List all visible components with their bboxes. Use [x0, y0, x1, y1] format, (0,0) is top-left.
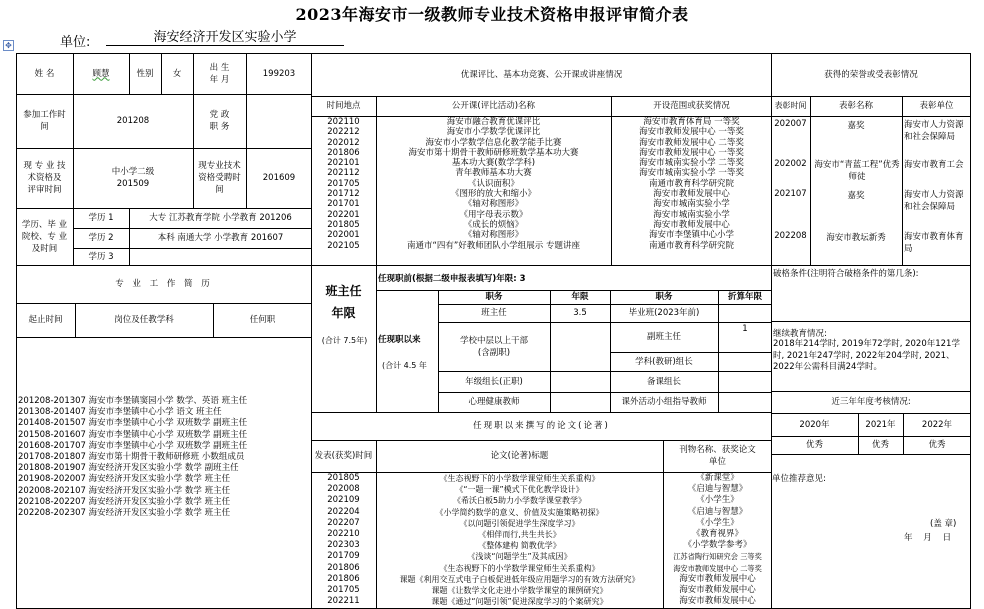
paper-title: 《生态视野下的小学数学课堂师生关系重构》: [439, 474, 600, 483]
assessment-year-2022: 2022年: [921, 419, 953, 430]
work-start-value: 201208: [116, 116, 150, 126]
paper-time: 201709: [327, 551, 360, 562]
years-mid-level-cadre: [550, 322, 610, 371]
lesson-name: 《成长的烦恼》: [463, 219, 524, 230]
lessons-header-time: 时间地点: [326, 101, 361, 111]
paper-journal: 海安市教师发展中心: [679, 585, 756, 596]
lesson-result: 海安市城南实验小学 二等奖: [639, 158, 744, 169]
paper-title: 课题《利用交互式电子白板促进低年级应用题学习的有效方法研究》: [399, 574, 640, 584]
unit-value: 海安经济开发区实验小学: [106, 31, 344, 46]
paper-journal: 江苏省陶行知研究会 三等奖: [673, 552, 762, 562]
work-history-entry: 201908-202007 海安经济开发区实验小学 数学 班主任: [18, 474, 231, 485]
document-title: 2023年海安市一级教师专业技术资格申报评审简介表: [295, 5, 689, 24]
lesson-time: 202112: [327, 168, 360, 179]
lesson-result: 海安市城南实验小学: [653, 199, 730, 210]
honors-header-name: 表彰名称: [838, 101, 873, 111]
honor-unit: 海安市人力资源和社会保障局: [904, 120, 964, 142]
papers-time-column: [311, 473, 376, 607]
paper-title: 课题《通过“问题引领”促进深度学习的个案研究》: [431, 597, 608, 607]
duty-lesson-prep-leader: 备课组长: [646, 376, 681, 387]
class-teacher-total: (合计 7.5年): [321, 336, 368, 345]
work-history-header-position: 岗位及任教学科: [114, 315, 174, 325]
work-history-entry: 201208-201307 海安市李堡镇窦园小学 数学、英语 班主任: [18, 396, 248, 406]
paper-title: 《小学简约数学的意义、价值及实施策略初探》: [435, 507, 604, 517]
paper-time: 201705: [327, 585, 360, 596]
duty-class-teacher: 班主任: [481, 308, 507, 318]
papers-title-column: [376, 473, 663, 607]
education-1-label: 学历 1: [88, 213, 114, 223]
education-3-label: 学历 3: [88, 251, 114, 262]
lesson-time: 202105: [327, 240, 360, 251]
gender-label: 性别: [136, 68, 154, 79]
lesson-time: 201712: [327, 189, 360, 200]
honors-header-time: 表彰时间: [774, 101, 807, 110]
paper-time: 202207: [327, 517, 360, 528]
assessment-result-2022: 优秀: [928, 440, 946, 450]
lesson-time: 202012: [327, 137, 360, 148]
exception-condition-label: 破格条件(注明符合破格条件的第几条):: [773, 269, 919, 279]
years-extracurricular: [718, 392, 772, 412]
paper-title: 《生态视野下的小学数学课堂师生关系重构》: [439, 563, 600, 573]
papers-title: 任现职以来撰写的论文(论著): [473, 421, 610, 431]
continuing-education-label: 继续教育情况:: [773, 329, 827, 339]
lesson-time: 201806: [327, 147, 360, 158]
lesson-time: 202101: [327, 158, 360, 169]
assessment-year-2020: 2020年: [799, 419, 830, 430]
lesson-time: 202212: [327, 127, 360, 138]
assessment-year-2021: 2021年: [865, 419, 896, 430]
class-teacher-label-line1: 班主任: [325, 284, 362, 298]
education-1-value: 大专 江苏教育学院 小学教育 201206: [149, 213, 292, 223]
paper-journal: 《启迪与智慧》: [687, 484, 748, 495]
paper-journal: 海安市教师发展中心: [679, 573, 756, 584]
lesson-result: 南通市教育科学研究院: [648, 178, 734, 189]
paper-title: 《希沃白板5助力小学数学课堂教学》: [452, 496, 587, 506]
paper-time: 202204: [327, 506, 360, 517]
party-position-label: 党 政 职 务: [209, 110, 230, 132]
papers-header-title: 论文(论著)标题: [490, 451, 549, 461]
work-history-header-role: 任何职: [249, 315, 276, 325]
honor-name: 海安市教坛新秀: [826, 233, 886, 243]
lesson-time: 201705: [327, 178, 360, 189]
papers-header-journal: 刊物名称、获奖论文单位: [679, 445, 756, 467]
lesson-name: 《图形的放大和缩小》: [450, 189, 536, 200]
duty-header-2: 职务: [655, 292, 673, 302]
paper-journal: 《教育视界》: [691, 529, 743, 540]
duty-grade-leader: 年级组长(正职): [465, 376, 523, 387]
work-history-list: [18, 396, 247, 519]
paper-title: 《“一题一课”模式下优化教学设计》: [455, 485, 584, 495]
honor-unit: 海安市教育工会: [904, 160, 964, 170]
paper-time: 202211: [327, 596, 360, 607]
duty-mental-health: 心理健康教师: [468, 397, 520, 407]
years-lesson-prep-leader: [718, 371, 772, 392]
papers-journal-column: [663, 473, 772, 607]
education-2-label: 学历 2: [88, 233, 114, 243]
lessons-header-result: 开设范围或获奖情况: [653, 101, 730, 111]
seal-label: (盖 章): [930, 519, 957, 529]
lesson-name: 《轴对称图形》: [463, 230, 524, 241]
lessons-result-column: [611, 117, 772, 251]
table-move-handle-icon[interactable]: ✥: [3, 40, 14, 51]
class-teacher-label: [311, 280, 376, 324]
lesson-result: 海安市教师发展中心 一等奖: [639, 147, 744, 158]
lesson-name: 《轴对称图形》: [463, 199, 524, 210]
lesson-result: 海安市李堡镇中心小学: [648, 230, 734, 241]
lesson-result: 海安市教师发展中心 一等奖: [639, 127, 744, 138]
honor-time: 202208: [774, 231, 807, 241]
paper-time: 202303: [327, 540, 360, 551]
hire-time-value: 201609: [262, 173, 296, 183]
lesson-name: 青年教师基本功大赛: [455, 168, 532, 179]
paper-time: 202008: [327, 484, 360, 495]
work-history-entry: 202008-202107 海安经济开发区实验小学 数学 班主任: [18, 485, 231, 496]
continuing-education-text: 2018年214学时, 2019年72学时, 2020年121学时, 2021年247学时, 2022年204学时, 2021、2022年公需科目满24学时。: [773, 339, 960, 372]
paper-time: 201805: [327, 473, 360, 483]
work-history-entry: 201508-201607 海安市李堡镇中心小学 双班数学 副班主任: [18, 429, 248, 440]
honor-name: 嘉奖: [847, 191, 865, 201]
work-start-label: 参加工作时间: [23, 110, 66, 132]
paper-time: 202210: [327, 529, 360, 540]
duty-header-1: 职务: [485, 292, 503, 302]
lessons-time-column: [311, 117, 376, 251]
paper-title: 《相伴而行,共生共长》: [478, 530, 561, 540]
duty-subject-leader: 学科(教研)组长: [635, 356, 693, 367]
lesson-name: 海安市融合教育优课评比: [446, 117, 541, 127]
assessment-title: 近三年年度考核情况:: [831, 397, 911, 407]
qualification-level: 中小学二级: [111, 167, 155, 177]
honor-time: 202107: [774, 189, 807, 199]
lesson-time: 201805: [327, 219, 360, 230]
gender-value: 女: [172, 68, 182, 79]
honor-unit: 海安市教育体育局: [904, 232, 964, 254]
lessons-title: 优课评比、基本功竞赛、公开课或讲座情况: [460, 69, 623, 80]
years-graduating-class: [718, 304, 772, 322]
work-history-entry: 201808-201907 海安经济开发区实验小学 数学 副班主任: [18, 463, 239, 474]
assessment-result-2021: 优秀: [871, 440, 889, 450]
honor-time: 202002: [774, 159, 807, 169]
lesson-name: 《认识面积》: [467, 178, 519, 189]
papers-header-time: 发表(获奖)时间: [314, 451, 373, 461]
lesson-name: 海安市小学数学信息化教学能手比赛: [425, 137, 562, 148]
work-history-entry: 201708-201807 海安市第十期骨干教师研修班 小数组成员: [18, 452, 245, 463]
work-history-entry: 202108-202207 海安经济开发区实验小学 数学 班主任: [18, 496, 231, 507]
years-grade-leader: [550, 371, 610, 392]
education-label: 学历、毕 业院校、专 业及时间: [21, 219, 68, 254]
lesson-name: 基本功大赛(数学学科): [451, 158, 536, 169]
paper-journal: 《小学生》: [696, 495, 739, 506]
lesson-name: 《用字母表示数》: [459, 209, 528, 220]
current-qualification-label: 现 专 业 技术资格及 评审时间: [23, 161, 66, 195]
lesson-result: 南通市教育科学研究院: [648, 240, 734, 251]
lesson-result: 海安市教师发展中心 二等奖: [639, 137, 744, 148]
paper-journal: 《小学数学参考》: [683, 540, 752, 551]
qualification-date: 201509: [116, 179, 150, 189]
education-3-value: [129, 248, 312, 265]
duty-vice-class-teacher: 副班主任: [646, 332, 681, 342]
paper-time: 202109: [327, 495, 360, 506]
years-header-1: 年限: [571, 292, 589, 302]
years-subject-leader: [718, 352, 772, 371]
since-current-label: 任现职以来: [378, 335, 421, 345]
lesson-name: 海安市第十期骨干教师研修班数学基本功大赛: [408, 147, 579, 158]
current-qualification-value: [73, 148, 193, 208]
honor-unit: 海安市人力资源和社会保障局: [904, 190, 964, 212]
paper-journal: 《启迪与智慧》: [687, 506, 748, 517]
honor-time: 202007: [774, 119, 807, 129]
education-2-value: 本科 南通大学 小学教育 201607: [157, 233, 284, 243]
before-current-years: 任现职前(根据二级申报表填写)年限: 3: [378, 274, 526, 284]
duty-extracurricular: 课外活动小组指导教师: [621, 397, 707, 407]
years-vice-class-teacher: 1: [742, 324, 748, 334]
years-mental-health: [550, 392, 610, 412]
hire-time-label: 现专业技术 资格受聘时 间: [198, 161, 241, 195]
work-history-entry: 201608-201707 海安市李堡镇中心小学 双班数学 副班主任: [18, 440, 248, 451]
paper-time: 201806: [327, 573, 360, 584]
lesson-time: 202110: [327, 117, 360, 127]
lesson-name: 海安市小学数学优课评比: [446, 127, 541, 138]
lessons-name-column: [376, 117, 611, 251]
honor-name: 海安市“青蓝工程”优秀师徒: [814, 160, 900, 182]
lesson-time: 201701: [327, 199, 360, 210]
years-header-2: 折算年限: [727, 292, 762, 302]
since-current-total: (合计 4.5 年: [382, 361, 427, 370]
lesson-result: 海安市教师发展中心: [653, 189, 730, 200]
honors-title: 获得的荣誉或受表彰情况: [824, 69, 918, 80]
birth-label: 出 生 年 月: [209, 62, 230, 85]
work-history-header-period: 起止时间: [28, 315, 63, 325]
lesson-result: 海安市教师发展中心: [653, 219, 730, 230]
lesson-time: 202001: [327, 230, 360, 241]
work-history-entry: 201408-201507 海安市李堡镇中心小学 双班数学 副班主任: [18, 418, 248, 429]
years-class-teacher: 3.5: [573, 308, 587, 318]
honors-header-unit: 表彰单位: [919, 101, 954, 111]
class-teacher-label-line2: 年限: [331, 306, 356, 320]
assessment-result-2020: 优秀: [805, 440, 823, 450]
duty-graduating-class: 毕业班(2023年前): [628, 308, 700, 318]
lessons-header-name: 公开课(评比活动)名称: [451, 101, 536, 111]
paper-journal: 海安市教师发展中心 二等奖: [673, 563, 762, 573]
lesson-result: 海安市城南实验小学: [653, 209, 730, 220]
party-position-value: [246, 94, 312, 148]
paper-title: 《浅谈“问题学生”及其成因》: [467, 552, 572, 562]
name-label: 姓 名: [34, 68, 55, 79]
paper-title: 课题《让数学文化走进小学数学课堂的课例研究》: [431, 586, 608, 596]
lesson-result: 海安市城南实验小学 一等奖: [639, 168, 744, 179]
duty-mid-level-cadre: 学校中层以上干部(含副职): [459, 335, 528, 358]
unit-recommendation-label: 单位推荐意见:: [772, 474, 826, 484]
honor-name: 嘉奖: [847, 121, 865, 131]
paper-time: 201806: [327, 562, 360, 573]
lesson-name: 南通市“四有”好教师团队小学组展示 专题讲座: [406, 240, 580, 251]
paper-journal: 《新课堂》: [696, 473, 739, 483]
work-history-title: 专 业 工 作 简 历: [115, 279, 213, 289]
paper-journal: 《小学生》: [696, 517, 739, 528]
paper-journal: 海安市教师发展中心: [679, 596, 756, 607]
paper-title: 《整体建构 简教优学》: [478, 541, 561, 551]
paper-title: 《以问题引领促进学生深度学习》: [459, 518, 580, 528]
lesson-time: 202201: [327, 209, 360, 220]
date-label: 年 月 日: [904, 533, 952, 543]
name-value: 顾慧: [92, 68, 110, 79]
unit-label: 单位:: [60, 35, 91, 50]
lesson-result: 海安市教育体育局 一等奖: [643, 117, 740, 127]
work-history-entry: 202208-202307 海安经济开发区实验小学 数学 班主任: [18, 508, 231, 519]
work-history-entry: 201308-201407 海安市李堡镇中心小学 语文 班主任: [18, 407, 222, 418]
birth-value: 199203: [262, 68, 296, 79]
